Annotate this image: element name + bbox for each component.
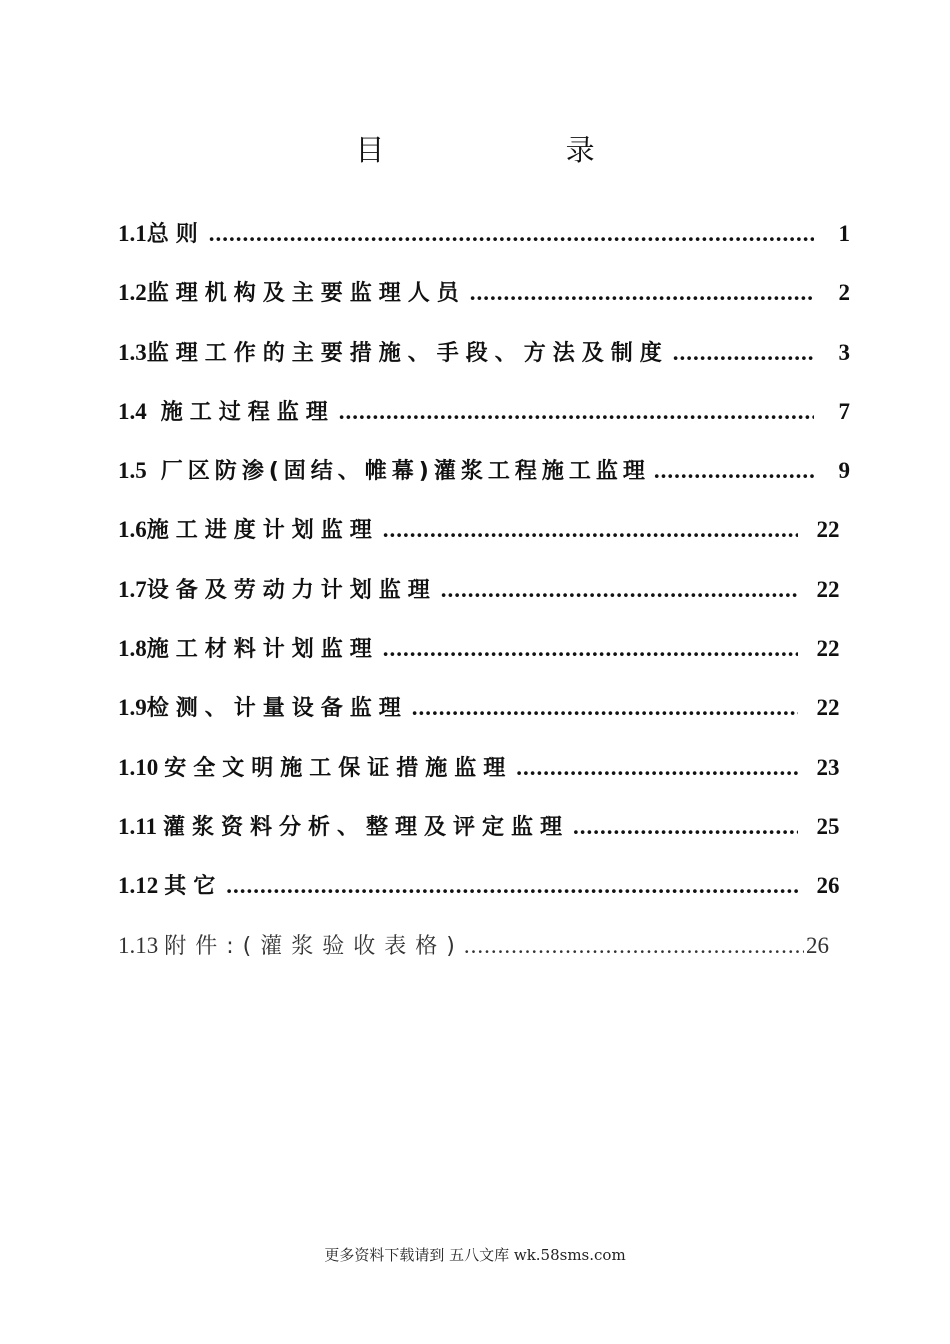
- toc-entry-label: 监理机构及主要监理人员: [146, 281, 466, 307]
- toc-entry-label: 总则: [146, 222, 205, 247]
- toc-leader-dots: [441, 570, 798, 610]
- toc-entry[interactable]: [118, 926, 850, 985]
- toc-entry-label: 施工材料计划监理: [146, 637, 379, 663]
- toc-leader-dots: [226, 866, 798, 906]
- toc-entry[interactable]: [118, 333, 850, 392]
- toc-entry-page: 26: [806, 932, 829, 958]
- toc-entry[interactable]: [118, 273, 850, 332]
- toc-entry-page: 23: [816, 754, 840, 780]
- table-of-contents: [118, 214, 850, 985]
- toc-leader-dots: [470, 273, 814, 313]
- toc-leader-dots: [654, 451, 814, 491]
- toc-entry[interactable]: [118, 866, 850, 925]
- toc-entry-label: 设备及劳动力计划监理: [146, 577, 437, 603]
- toc-entry-number: 1.6: [118, 517, 147, 543]
- toc-entry-number: 1.3: [118, 339, 147, 365]
- toc-entry-number: 1.5: [118, 458, 147, 484]
- toc-entry-page: 2: [838, 280, 850, 306]
- toc-entry-page: 25: [816, 813, 840, 839]
- toc-entry-number: 1.2: [118, 280, 147, 306]
- toc-entry-number: 1.11: [118, 813, 157, 839]
- toc-entry[interactable]: [118, 392, 850, 451]
- toc-entry-label: 安全文明施工保证措施监理: [164, 755, 513, 781]
- toc-entry-label: 监理工作的主要措施、手段、方法及制度: [146, 340, 669, 366]
- page-title: 目 录: [355, 133, 681, 167]
- toc-entry-page: 22: [816, 636, 840, 662]
- toc-leader-dots: [516, 748, 798, 788]
- toc-entry-label: 施工过程监理: [160, 399, 335, 425]
- toc-entry[interactable]: [118, 570, 850, 629]
- toc-entry-label: 附件:(灌浆验收表格): [164, 933, 464, 959]
- toc-entry-label: 施工进度计划监理: [146, 518, 379, 544]
- toc-entry-number: 1.1: [118, 221, 147, 246]
- toc-leader-dots: [209, 214, 814, 254]
- toc-entry-page: 22: [816, 517, 840, 543]
- toc-entry-number: 1.8: [118, 636, 147, 662]
- toc-leader-dots: [383, 629, 798, 669]
- toc-entry-page: 22: [816, 695, 840, 721]
- toc-entry-label: 其它: [164, 874, 223, 900]
- toc-entry[interactable]: [118, 807, 850, 866]
- toc-entry-number: 1.13: [118, 932, 159, 958]
- toc-entry-number: 1.10: [118, 754, 159, 780]
- toc-leader-dots: [339, 392, 814, 432]
- toc-entry-page: 1: [838, 221, 850, 246]
- toc-entry[interactable]: [118, 214, 850, 273]
- toc-leader-dots: [673, 333, 814, 373]
- toc-entry-number: 1.12: [118, 873, 159, 899]
- toc-entry-page: 26: [816, 873, 840, 899]
- toc-entry-page: 3: [838, 339, 850, 365]
- toc-entry-label: 检测、计量设备监理: [146, 696, 408, 722]
- toc-entry-label: 灌浆资料分析、整理及评定监理: [162, 814, 569, 840]
- footer-note: 更多资料下载请到 五八文库 wk.58sms.com: [324, 1246, 626, 1264]
- toc-entry-number: 1.7: [118, 576, 147, 602]
- toc-entry[interactable]: [118, 629, 850, 688]
- toc-entry-number: 1.9: [118, 695, 147, 721]
- toc-entry[interactable]: [118, 510, 850, 569]
- toc-entry-page: 22: [816, 576, 840, 602]
- toc-leader-dots: [412, 688, 798, 728]
- toc-entry-label: 厂区防渗(固结、帷幕)灌浆工程施工监理: [160, 459, 650, 485]
- toc-entry-page: 9: [838, 458, 850, 484]
- toc-entry[interactable]: [118, 748, 850, 807]
- toc-leader-dots: [573, 807, 798, 847]
- toc-entry[interactable]: [118, 451, 850, 510]
- toc-entry-number: 1.4: [118, 398, 147, 424]
- toc-entry-page: 7: [838, 398, 850, 424]
- toc-leader-dots: [383, 510, 798, 550]
- toc-leader-dots: [464, 926, 804, 966]
- toc-entry[interactable]: [118, 688, 850, 747]
